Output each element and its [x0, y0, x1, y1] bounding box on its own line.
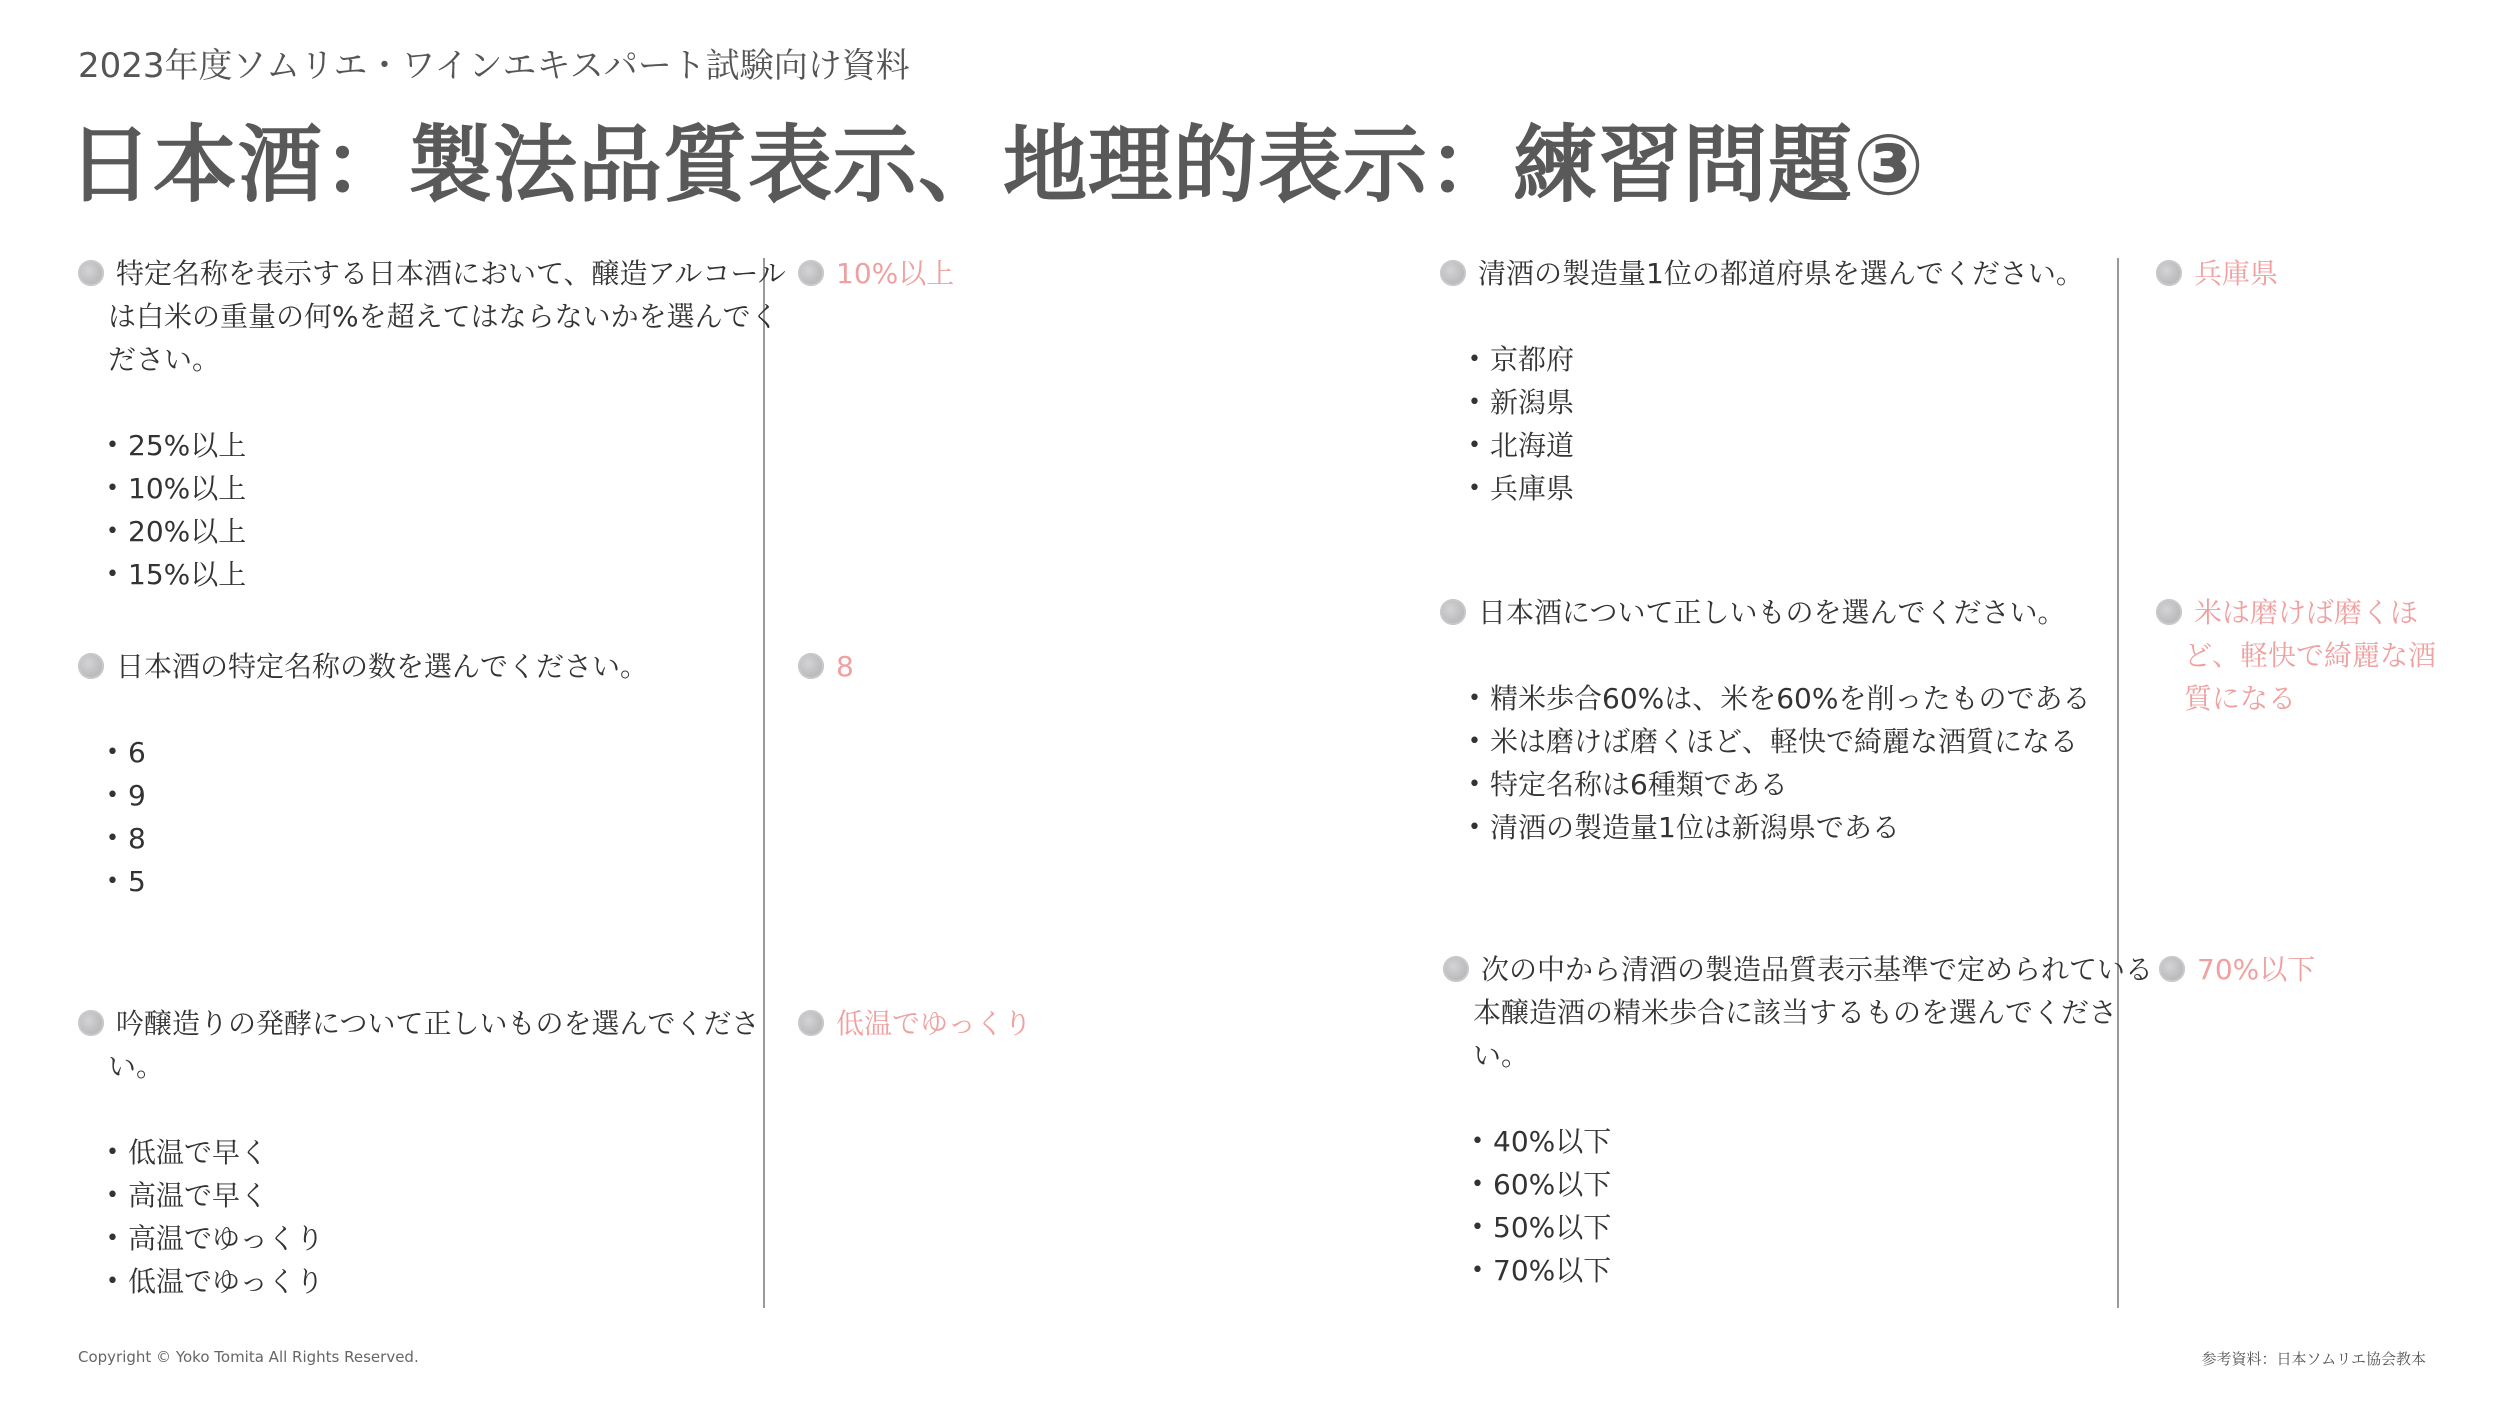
question-block-2 — [78, 645, 648, 903]
option-item: • 6 — [78, 731, 648, 774]
option-item: • 低温で早く — [78, 1131, 759, 1174]
option-list-2 — [78, 731, 648, 903]
answer-text: 8 — [836, 650, 854, 683]
question-bullet-icon — [78, 1010, 104, 1036]
answer-4 — [2156, 252, 2278, 295]
option-item: • 北海道 — [1440, 424, 2084, 467]
question-bullet-icon — [1440, 599, 1466, 625]
option-item: • 清酒の製造量1位は新潟県である — [1440, 806, 2090, 849]
option-item: • 低温でゆっくり — [78, 1260, 759, 1303]
option-list-5 — [1440, 677, 2090, 849]
copyright-text: Copyright © Yoko Tomita All Rights Reserved. — [78, 1348, 419, 1366]
question-line: 日本酒の特定名称の数を選んでください。 — [116, 650, 649, 683]
answer-text: 70%以下 — [2197, 953, 2316, 986]
question-line: 本醸造酒の精米歩合に該当するものを選んでくださ — [1473, 996, 2118, 1029]
option-list-6 — [1443, 1120, 2153, 1292]
option-list-3 — [78, 1131, 759, 1303]
question-bullet-icon — [78, 260, 104, 286]
question-line: 日本酒について正しいものを選んでください。 — [1478, 596, 2066, 629]
answer-bullet-icon — [798, 260, 824, 286]
question-line: い。 — [108, 1050, 165, 1083]
answer-text: 10%以上 — [836, 257, 955, 290]
answer-bullet-icon — [798, 653, 824, 679]
option-item: • 京都府 — [1440, 338, 2084, 381]
option-item: • 50%以下 — [1443, 1206, 2153, 1249]
option-list-1 — [78, 424, 786, 596]
question-text-6 — [1443, 948, 2153, 991]
question-line: 吟醸造りの発酵について正しいものを選んでくださ — [116, 1007, 760, 1040]
option-item: • 15%以上 — [78, 553, 786, 596]
option-item: • 40%以下 — [1443, 1120, 2153, 1163]
answer-bullet-icon — [2159, 956, 2185, 982]
reference-text: 参考資料：日本ソムリエ協会教本 — [2201, 1350, 2426, 1368]
answer-bullet-icon — [2156, 599, 2182, 625]
option-item: • 10%以上 — [78, 467, 786, 510]
option-item: • 8 — [78, 817, 648, 860]
slide-title: 日本酒：製法品質表示、地理的表示：練習問題③ — [68, 116, 1926, 214]
option-list-4 — [1440, 338, 2084, 510]
question-bullet-icon — [1443, 956, 1469, 982]
slide-subtitle: 2023年度ソムリエ・ワインエキスパート試験向け資料 — [78, 46, 910, 86]
option-item: • 60%以下 — [1443, 1163, 2153, 1206]
answer-bullet-icon — [798, 1010, 824, 1036]
option-item: • 精米歩合60%は、米を60%を削ったものである — [1440, 677, 2090, 720]
option-item: • 高温でゆっくり — [78, 1217, 759, 1260]
question-block-3 — [78, 1002, 759, 1303]
question-text-5 — [1440, 591, 2090, 634]
question-text-1 — [78, 252, 786, 295]
question-line: い。 — [1473, 1039, 1530, 1072]
question-line: ださい。 — [108, 343, 221, 376]
question-block-5 — [1440, 591, 2090, 849]
option-item: • 5 — [78, 860, 648, 903]
question-text-3 — [78, 1002, 759, 1045]
question-line: は白米の重量の何%を超えてはならないかを選んでく — [108, 300, 779, 333]
answer-5 — [2156, 591, 2436, 720]
question-text-4 — [1440, 252, 2084, 295]
option-item: • 兵庫県 — [1440, 467, 2084, 510]
answer-text: 米は磨けば磨くほ — [2194, 596, 2419, 629]
answer-text: 兵庫県 — [2194, 257, 2279, 290]
question-text-2 — [78, 645, 648, 688]
question-line: 清酒の製造量1位の都道府県を選んでください。 — [1478, 257, 2084, 290]
answer-6 — [2159, 948, 2315, 991]
option-item: • 25%以上 — [78, 424, 786, 467]
answer-text: 質になる — [2184, 682, 2297, 715]
option-item: • 70%以下 — [1443, 1249, 2153, 1292]
answer-3 — [798, 1002, 1032, 1045]
question-block-4 — [1440, 252, 2084, 510]
question-bullet-icon — [1440, 260, 1466, 286]
answer-2 — [798, 645, 854, 688]
question-line: 次の中から清酒の製造品質表示基準で定められている — [1481, 953, 2154, 986]
answer-bullet-icon — [2156, 260, 2182, 286]
option-item: • 特定名称は6種類である — [1440, 763, 2090, 806]
answer-text: 低温でゆっくり — [836, 1007, 1032, 1040]
answer-text: ど、軽快で綺麗な酒 — [2184, 639, 2437, 672]
option-item: • 新潟県 — [1440, 381, 2084, 424]
option-item: • 米は磨けば磨くほど、軽快で綺麗な酒質になる — [1440, 720, 2090, 763]
option-item: • 20%以上 — [78, 510, 786, 553]
question-line: 特定名称を表示する日本酒において、醸造アルコール — [116, 257, 786, 290]
option-item: • 9 — [78, 774, 648, 817]
answer-1 — [798, 252, 954, 295]
question-block-1 — [78, 252, 786, 596]
question-block-6 — [1443, 948, 2153, 1292]
option-item: • 高温で早く — [78, 1174, 759, 1217]
question-bullet-icon — [78, 653, 104, 679]
